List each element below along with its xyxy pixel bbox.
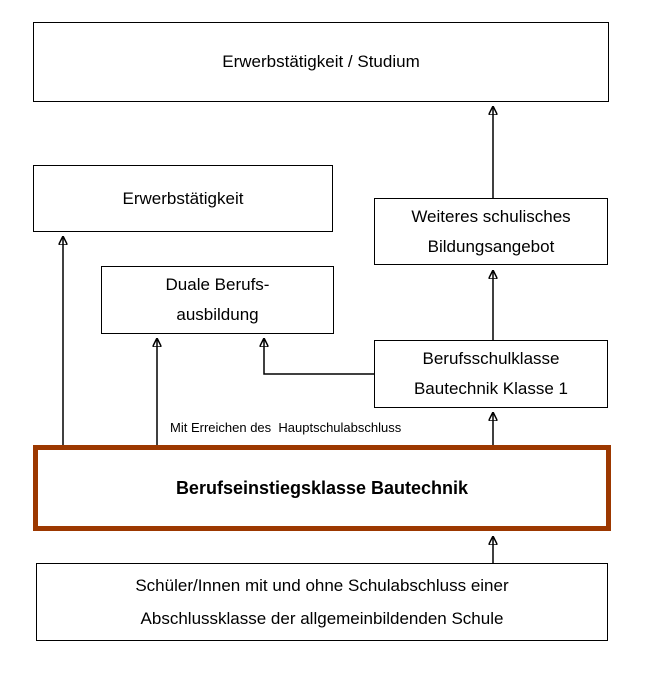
box-label-line1: Weiteres schulisches [411,206,571,226]
box-erwerbstaetigkeit [33,165,333,232]
box-duale-berufsausbildung [101,266,334,334]
annotation-hauptschulabschluss: Mit Erreichen des Hauptschulabschluss [170,420,402,435]
arrow-berufsschulklasse-to-duale-elbow [264,340,374,374]
box-weiteres-bildungsangebot [374,198,608,265]
box-berufsschulklasse [374,340,608,408]
box-label-line1: Duale Berufs- [165,275,270,294]
box-label: Erwerbstätigkeit [122,188,244,208]
box-label: Berufseinstiegsklasse Bautechnik [175,478,469,498]
box-schueler-innen [36,563,608,641]
box-erwerbstaetigkeit-studium [33,22,609,102]
box-label-line2: Bildungsangebot [427,236,555,256]
box-label-line1: Schüler/Innen mit und ohne Schulabschluss einer [135,576,509,595]
box-label-line2: Bautechnik Klasse 1 [413,379,569,398]
box-label: Erwerbstätigkeit / Studium [222,52,420,71]
box-label-line2: Abschlussklasse der allgemeinbildenden Schule [140,609,504,628]
highlight-box-berufseinstiegsklasse [33,445,611,531]
box-label-line2: ausbildung [176,305,259,324]
box-label-line1: Berufsschulklasse [422,349,560,368]
